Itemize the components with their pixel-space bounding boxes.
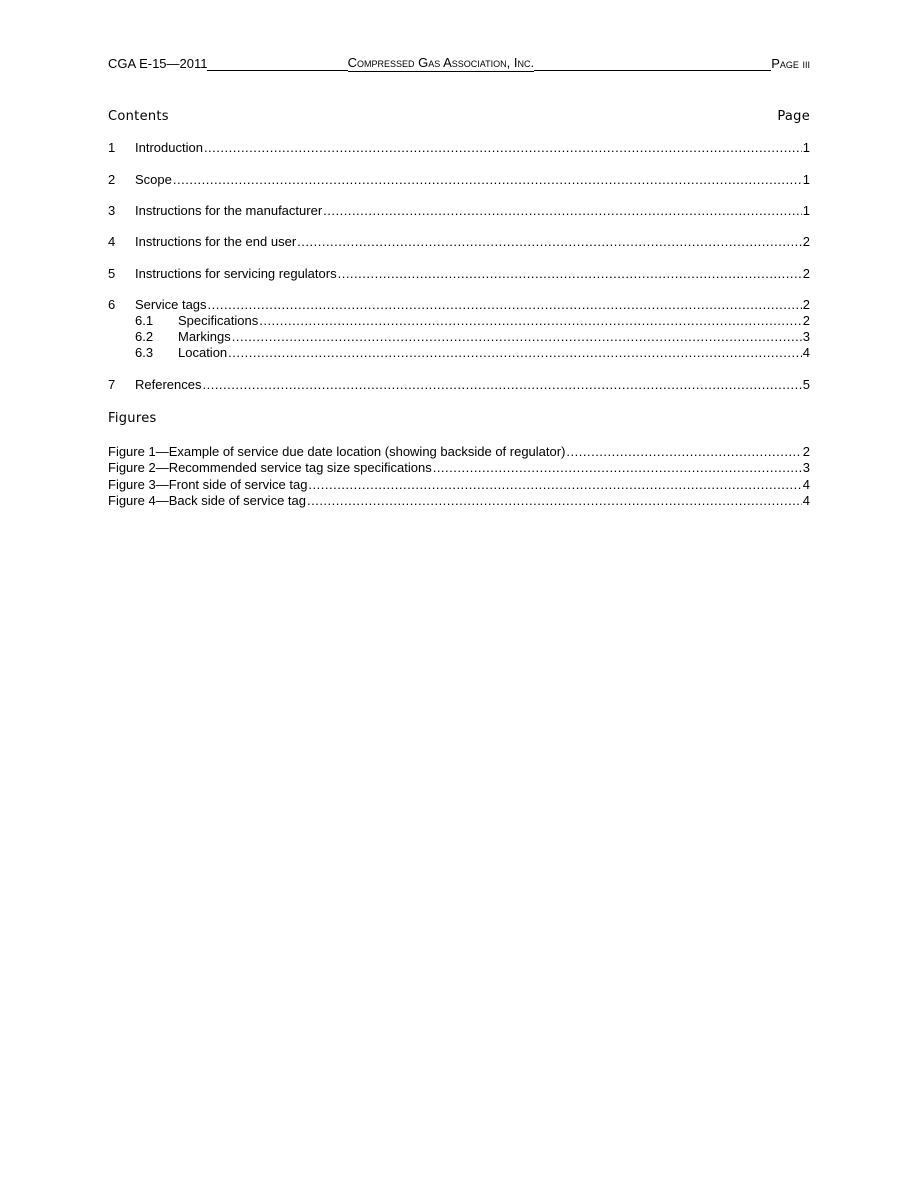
contents-heading: Contents [108,109,169,124]
dot-leader [307,493,802,509]
toc-entry-2[interactable] [108,172,810,188]
dot-leader [338,266,802,282]
toc-number: 7 [108,377,116,392]
dot-leader [173,172,802,188]
figure-page: 2 [802,444,810,459]
dot-leader [297,234,802,250]
toc-entry-5[interactable] [108,266,810,282]
toc-title: Instructions for the end user [135,234,297,249]
toc-page: 2 [802,313,810,328]
toc-page: 1 [802,203,810,218]
toc-entry-6[interactable] [108,297,810,313]
figure-entry-2[interactable] [108,460,810,476]
toc-page: 2 [802,297,810,312]
page-header [108,54,810,72]
header-rule [207,56,347,71]
toc-number: 5 [108,266,116,281]
publisher-name: Compressed Gas Association, Inc. [347,55,535,70]
dot-leader [204,140,802,156]
toc-page: 3 [802,329,810,344]
toc-entry-3[interactable] [108,203,810,219]
figure-entry-4[interactable] [108,493,810,509]
toc-entry-4[interactable] [108,234,810,250]
page-column-heading: Page [777,109,810,124]
toc-title: Service tags [135,297,207,312]
toc-number: 1 [108,140,116,155]
toc-title: Instructions for servicing regulators [135,266,337,281]
page-number: Page iii [771,56,810,71]
toc-entry-6-1[interactable] [108,313,810,329]
figure-title: Figure 1—Example of service due date location (showing backside of regulator) [108,444,566,459]
header-rule [534,56,771,71]
dot-leader [323,203,802,219]
toc-number: 6 [108,297,116,312]
dot-leader [566,444,801,460]
document-code: CGA E-15—2011 [108,56,208,71]
figure-page: 4 [802,493,810,508]
toc-page: 2 [802,266,810,281]
toc-entry-7[interactable] [108,377,810,393]
toc-number: 6.3 [135,345,154,360]
figure-entry-3[interactable] [108,477,810,493]
toc-number: 6.1 [135,313,154,328]
toc-title: Specifications [178,313,259,328]
toc-title: Location [178,345,228,360]
figure-entry-1[interactable] [108,444,810,460]
dot-leader [259,313,802,329]
figure-title: Figure 2—Recommended service tag size specifications [108,460,432,475]
dot-leader [232,329,802,345]
figure-title: Figure 3—Front side of service tag [108,477,308,492]
figure-title: Figure 4—Back side of service tag [108,493,306,508]
toc-number: 2 [108,172,116,187]
figures-heading: Figures [108,411,157,426]
toc-page: 5 [802,377,810,392]
toc-page: 1 [802,140,810,155]
toc-entry-6-3[interactable] [108,345,810,361]
toc-entry-6-2[interactable] [108,329,810,345]
dot-leader [228,345,802,361]
toc-title: References [135,377,202,392]
toc-title: Markings [178,329,231,344]
contents-heading-row [108,109,810,124]
dot-leader [433,460,802,476]
toc-page: 1 [802,172,810,187]
toc-number: 6.2 [135,329,154,344]
toc-title: Instructions for the manufacturer [135,203,323,218]
toc-title: Scope [135,172,172,187]
toc-page: 4 [802,345,810,360]
toc-page: 2 [802,234,810,249]
dot-leader [208,297,802,313]
dot-leader [308,477,801,493]
figure-page: 4 [802,477,810,492]
toc-number: 4 [108,234,116,249]
toc-number: 3 [108,203,116,218]
figure-page: 3 [802,460,810,475]
dot-leader [202,377,801,393]
toc-entry-1[interactable] [108,140,810,156]
toc-title: Introduction [135,140,203,155]
